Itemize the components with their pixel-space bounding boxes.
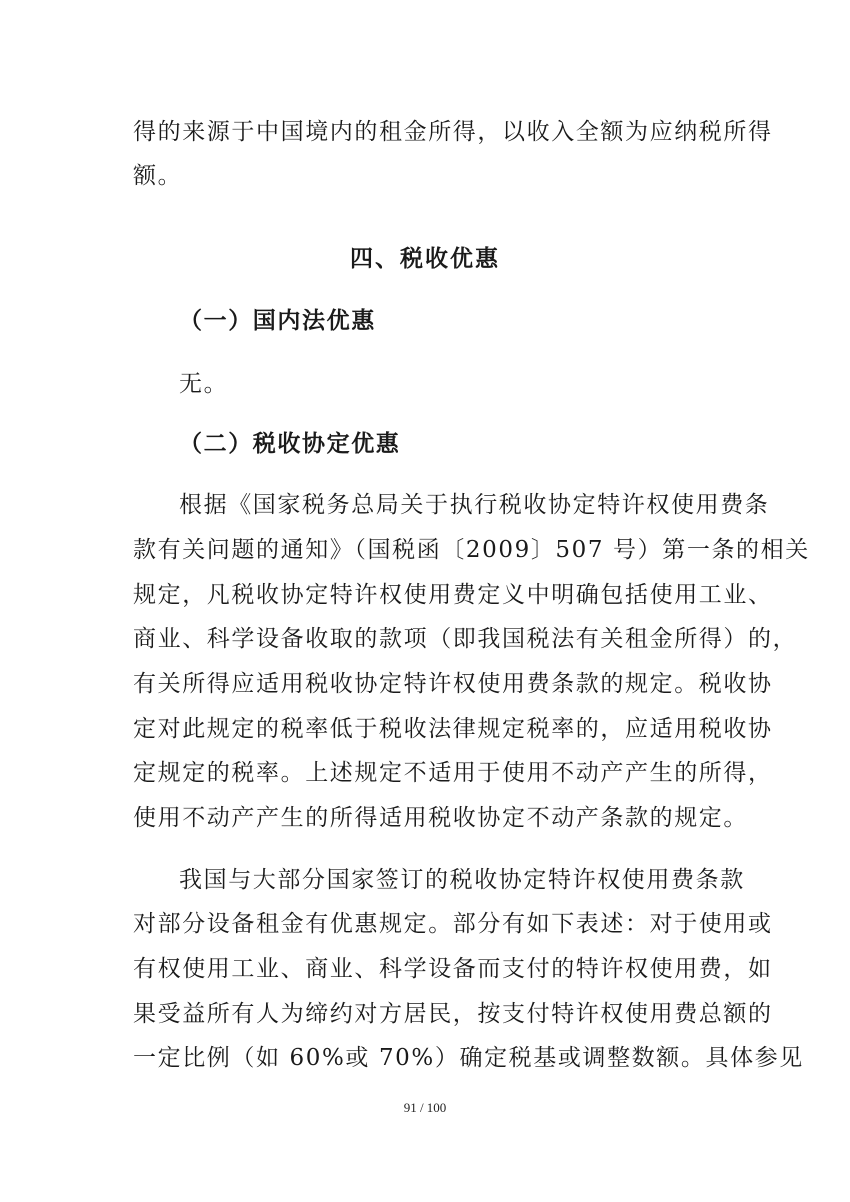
paragraph-line: 商业、科学设备收取的款项（即我国税法有关租金所得）的，	[133, 626, 798, 652]
page-indicator: 91 / 100	[403, 1100, 447, 1115]
section-title: 四、税收优惠	[350, 245, 500, 272]
paragraph-line: 根据《国家税务总局关于执行税收协定特许权使用费条	[179, 492, 770, 518]
paragraph-line: 规定，凡税收协定特许权使用费定义中明确包括使用工业、	[133, 582, 773, 608]
intro-line: 得的来源于中国境内的租金所得，以收入全额为应纳税所得	[133, 119, 773, 145]
paragraph-line: 对部分设备租金有优惠规定。部分有如下表述：对于使用或	[133, 911, 773, 937]
subsection-heading-domestic: （一）国内法优惠	[179, 307, 376, 334]
paragraph-line: 有权使用工业、商业、科学设备而支付的特许权使用费，如	[133, 956, 773, 982]
paragraph-line: 有关所得应适用税收协定特许权使用费条款的规定。税收协	[133, 671, 773, 697]
paragraph-line: 使用不动产产生的所得适用税收协定不动产条款的规定。	[133, 805, 748, 831]
subsection-heading-treaty: （二）税收协定优惠	[179, 430, 401, 457]
subsection-body-domestic: 无。	[179, 371, 229, 397]
paragraph-line: 一定比例（如 60%或 70%）确定税基或调整数额。具体参见	[133, 1045, 804, 1071]
paragraph-line: 定规定的税率。上述规定不适用于使用不动产产生的所得，	[133, 760, 773, 786]
paragraph-line: 我国与大部分国家签订的税收协定特许权使用费条款	[179, 867, 745, 893]
paragraph-line: 款有关问题的通知》（国税函〔2009〕507 号）第一条的相关	[133, 537, 810, 563]
paragraph-line: 定对此规定的税率低于税收法律规定税率的，应适用税收协	[133, 716, 773, 742]
paragraph-line: 果受益所有人为缔约对方居民，按支付特许权使用费总额的	[133, 1001, 773, 1027]
intro-line: 额。	[133, 163, 183, 189]
